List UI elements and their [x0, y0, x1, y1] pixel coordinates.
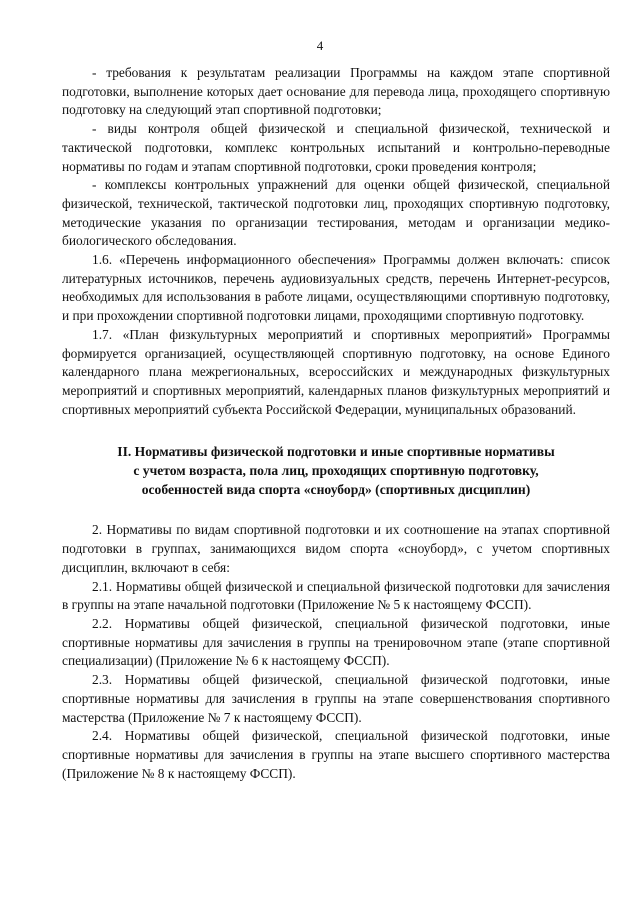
page-number: 4: [316, 38, 324, 53]
paragraph-2-1: 2.1. Нормативы общей физической и специальной физической подготовки для зачисления в группы на этапе начальной подготовки (Приложение № 5 к настоящему ФССП).: [62, 578, 610, 613]
section-heading-line: особенностей вида спорта «сноуборд» (спортивных дисциплин): [141, 481, 531, 497]
paragraph-requirements: - требования к результатам реализации Программы на каждом этапе спортивной подготовки, выполнение которых дает основание для перевода лица, проходящего спортивную подготовку на следующий этап спортивной подготовки;: [62, 65, 610, 118]
section-heading: [62, 443, 610, 499]
paragraph-1-7: 1.7. «План физкультурных мероприятий и спортивных мероприятий» Программы формируется организацией, осуществляющей спортивную подготовку, на основе Единого календарного плана межрегиональных, всероссийских и международных физкультурных мероприятий и спортивных мероприятий, календарных планов физкультурных мероприятий и спортивных мероприятий субъекта Российской Федерации, муниципальных образований.: [62, 326, 610, 417]
paragraph-2-2: 2.2. Нормативы общей физической, специальной физической подготовки, иные спортивные нормативы для зачисления в группы на тренировочном этапе (этапе спортивной специализации) (Приложение № 6 к настоящему ФССП).: [62, 615, 610, 669]
document-body: [62, 64, 610, 783]
paragraph-1-6: 1.6. «Перечень информационного обеспечения» Программы должен включать: список литературных источников, перечень аудиовизуальных средств, перечень Интернет-ресурсов, необходимых для использования в работе лицами, осуществляющими спортивную подготовку, и при прохождении спортивной подготовки лицами, проходящими спортивную подготовку.: [62, 252, 610, 324]
paragraph-control-exercises: - комплексы контрольных упражнений для оценки общей физической, специальной физической, технической, тактической подготовки лиц, проходящих спортивную подготовку, методические указания по организации тестирования, методам и организации медико-биологического обследования.: [62, 177, 610, 249]
paragraph-2: 2. Нормативы по видам спортивной подготовки и их соотношение на этапах спортивной подготовки в группах, занимающихся видом спорта «сноуборд», с учетом спортивных дисциплин, включают в себя:: [62, 522, 610, 575]
paragraph-2-4: 2.4. Нормативы общей физической, специальной физической подготовки, иные спортивные нормативы для зачисления в группы на этапе высшего спортивного мастерства (Приложение № 8 к настоящему ФССП).: [62, 728, 610, 781]
paragraph-control-types: - виды контроля общей физической и специальной физической, технической и тактической подготовки, комплекс контрольных испытаний и контрольно-переводные нормативы по годам и этапам спортивной подготовки, сроки проведения контроля;: [62, 121, 610, 174]
section-heading-line: с учетом возраста, пола лиц, проходящих спортивную подготовку,: [133, 463, 539, 479]
paragraph-2-3: 2.3. Нормативы общей физической, специальной физической подготовки, иные спортивные нормативы для зачисления в группы на этапе совершенствования спортивного мастерства (Приложение № 7 к настоящему ФССП).: [62, 672, 610, 725]
section-heading-line: II. Нормативы физической подготовки и иные спортивные нормативы: [117, 444, 555, 460]
